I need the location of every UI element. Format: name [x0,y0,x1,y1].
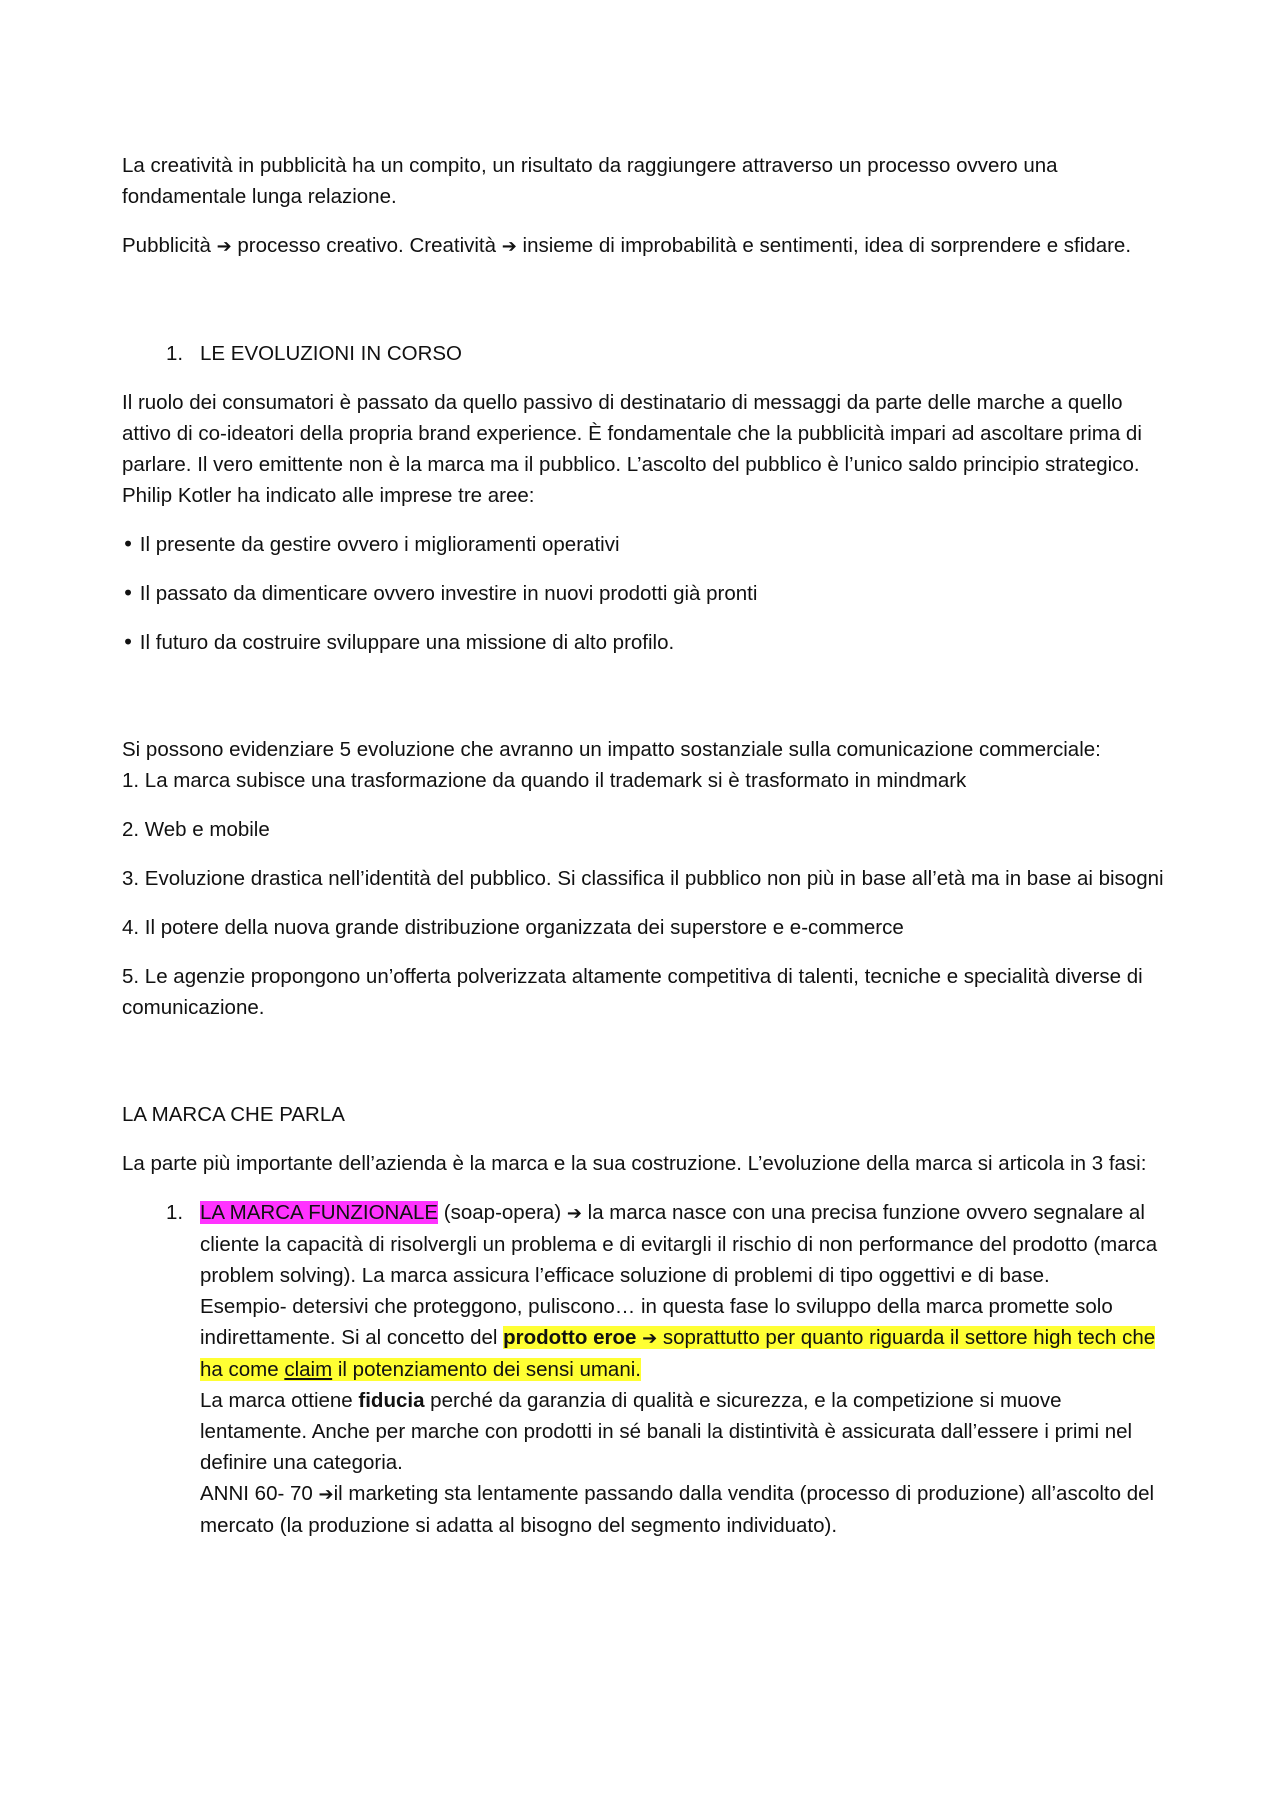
bold-term: fiducia [358,1389,425,1412]
bullet-item [122,627,1172,658]
evolution-item: 3. Evoluzione drastica nell’identità del pubblico. Si classifica il pubblico non più in base all’età ma in base ai bisogni [122,867,1164,890]
years-label: ANNI 60- 70 [200,1482,319,1505]
term-creativita: processo creativo. Creatività [237,234,497,257]
evolution-item: 4. Il potere della nuova grande distribuzione organizzata dei superstore e e-commerce [122,916,904,939]
highlighted-text: il potenziamento dei sensi umani. [332,1358,641,1381]
example-text: Esempio- detersivi che proteggono, puliscono… in questa fase lo sviluppo della marca promette solo indirettamente. Si al concetto del [200,1295,1113,1349]
title-note: (soap-opera) [438,1201,567,1224]
list-item-marca-funzionale [122,1197,1172,1541]
arrow-right-icon: ➔ [642,1328,658,1349]
intro-paragraph: La creatività in pubblicità ha un compito, un risultato da raggiungere attraverso un processo ovvero una fondamentale lunga relazione. [122,154,1058,208]
trust-text: La marca ottiene [200,1389,359,1412]
bullet-text: Il passato da dimenticare ovvero investire in nuovi prodotti già pronti [139,582,758,605]
bullet-item [122,578,1172,609]
list-number: 1. [166,342,184,365]
highlighted-text: soprattutto per quanto riguarda il settore high tech che ha come [200,1326,1156,1381]
trust-text: perché da garanzia di qualità e sicurezza, e la competizione si muove lentamente. Anche per marche con prodotti in sé banali la distintività è assicurata dall’essere i primi nel definire una categoria. [200,1389,1133,1474]
description-text: la marca nasce con una precisa funzione ovvero segnalare al cliente la capacità di risolvergli un problema e di evitargli il rischio di non performance del prodotto (marca problem solving). La marca assicura l’efficace soluzione di problemi di tipo oggettivi e di base. [200,1201,1158,1287]
intro-definition [122,230,1172,262]
item-trust [200,1385,1172,1478]
bold-term: prodotto eroe [503,1326,643,1349]
evolutions-intro: Si possono evidenziare 5 evoluzione che avranno un impatto sostanziale sulla comunicazione commerciale: [122,738,1101,761]
evolution-item: 5. Le agenzie propongono un’offerta polverizzata altamente competitiva di talenti, tecniche e specialità diverse di comunicazione. [122,965,1143,1019]
item-years [200,1478,1172,1541]
arrow-right-icon: ➔ [501,236,517,257]
years-text: il marketing sta lentamente passando dalla vendita (processo di produzione) all’ascolto del mercato (la produzione si adatta al bisogno del segmento individuato). [200,1482,1155,1537]
evolution-item: 2. Web e mobile [122,818,270,841]
list-item-body [200,1197,1172,1541]
bullet-icon: • [122,630,135,654]
bullet-item [122,529,1172,560]
section-heading-evoluzioni [122,338,1172,369]
arrow-right-icon: ➔ [216,236,232,257]
section-paragraph: Il ruolo dei consumatori è passato da quello passivo di destinatario di messaggi da parte delle marche a quello attivo di co-ideatori della propria brand experience. È fondamentale che la pubblicità impari ad ascoltare prima di parlare. Il vero emittente non è la marca ma il pubblico. L’ascolto del pubblico è l’unico saldo principio strategico. Philip Kotler ha indicato alle imprese tre aree: [122,391,1142,507]
section-title-marca: LA MARCA CHE PARLA [122,1103,345,1126]
arrow-right-icon: ➔ [566,1203,582,1224]
section-title: LE EVOLUZIONI IN CORSO [200,342,462,365]
arrow-right-icon: ➔ [318,1484,334,1505]
section-paragraph: La parte più importante dell’azienda è la marca e la sua costruzione. L’evoluzione della marca si articola in 3 fasi: [122,1152,1147,1175]
evolution-item: 1. La marca subisce una trasformazione da quando il trademark si è trasformato in mindmark [122,769,967,792]
term-pubblicita: Pubblicità [122,234,211,257]
bullet-text: Il futuro da costruire sviluppare una missione di alto profilo. [139,631,675,654]
item-description [200,1197,1172,1291]
bullet-text: Il presente da gestire ovvero i miglioramenti operativi [139,533,620,556]
bullet-icon: • [122,532,135,556]
document-body [122,150,1172,1559]
highlighted-title: LA MARCA FUNZIONALE [200,1201,439,1224]
list-number: 1. [166,1201,184,1224]
item-example [200,1291,1172,1385]
definition-text: insieme di improbabilità e sentimenti, idea di sorprendere e sfidare. [522,234,1132,257]
underlined-term: claim [284,1358,333,1381]
bullet-icon: • [122,581,135,605]
